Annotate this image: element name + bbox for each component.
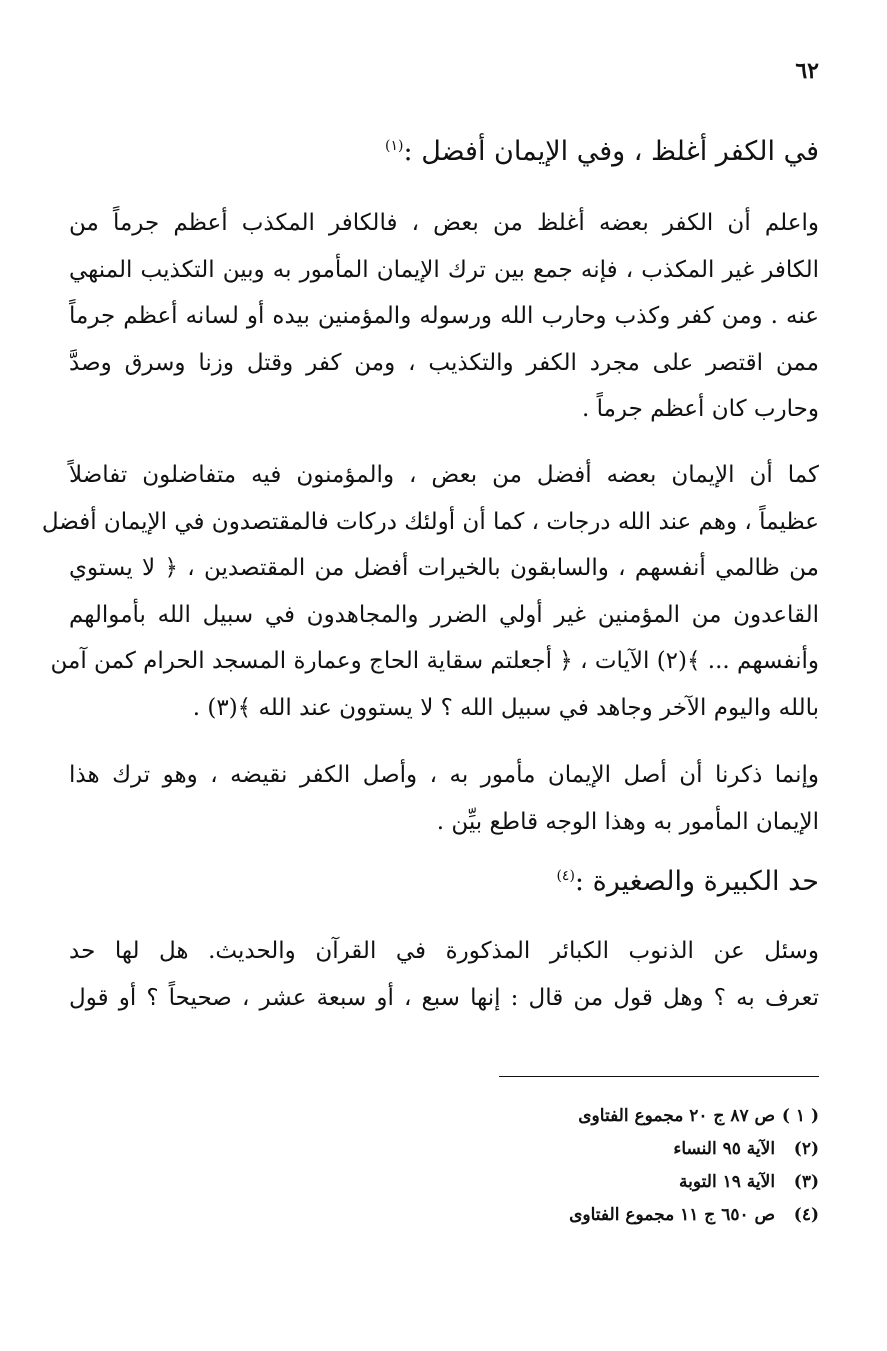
text-line: الإيمان المأمور به وهذا الوجه قاطع بيِّن .	[436, 808, 819, 835]
heading-text: في الكفر أغلظ ، وفي الإيمان أفضل :	[403, 136, 819, 167]
text-line: كما أن الإيمان بعضه أفضل من بعض ، والمؤمنون فيه متفاضلون تفاضلاً	[69, 462, 819, 488]
footnote-item	[369, 1166, 819, 1199]
footnotes	[369, 1100, 819, 1232]
page-number: ٦٢	[795, 58, 819, 84]
paragraph-1	[69, 200, 819, 433]
text-line: وإنما ذكرنا أن أصل الإيمان مأمور به ، وأصل الكفر نقيضه ، وهو ترك هذا	[69, 762, 819, 788]
text-line: وأنفسهم ... ﴾(٢) الآيات ، ﴿ أجعلتم سقاية الحاج وعمارة المسجد الحرام كمن آمن	[50, 648, 819, 674]
text-line: وسئل عن الذنوب الكبائر المذكورة في القرآن والحديث. هل لها حد	[69, 938, 819, 964]
text-line: من ظالمي أنفسهم ، والسابقون بالخيرات أفضل من المقتصدين ، ﴿ لا يستوي	[69, 555, 819, 581]
text-line: وحارب كان أعظم جرماً .	[581, 396, 819, 422]
footnote-item	[369, 1199, 819, 1232]
footnote-text: ص ٨٧ ج ٢٠ مجموع الفتاوى	[578, 1106, 776, 1126]
text-line: واعلم أن الكفر بعضه أغلظ من بعض ، فالكافر المكذب أعظم جرماً من	[69, 210, 819, 236]
paragraph-4	[69, 928, 819, 1021]
text-line: عنه . ومن كفر وكذب وحارب الله ورسوله والمؤمنين بيده أو لسانه أعظم جرماً	[69, 303, 819, 329]
footnote-number: (٣)	[793, 1172, 819, 1192]
text-line: القاعدون من المؤمنين غير أولي الضرر والمجاهدون في سبيل الله بأموالهم	[69, 601, 819, 628]
footnote-divider	[499, 1076, 819, 1077]
paragraph-2	[41, 452, 819, 731]
footnote-ref: (٤)	[556, 868, 575, 884]
heading-text: حد الكبيرة والصغيرة :	[574, 866, 819, 897]
section-heading-1	[69, 132, 819, 172]
text-line: عظيماً ، وهم عند الله درجات ، كما أن أولئك دركات فالمقتصدون في الإيمان أفضل	[41, 508, 819, 535]
text-line: تعرف به ؟ وهل قول من قال : إنها سبع ، أو سبعة عشر ، صحيحاً ؟ أو قول	[69, 984, 819, 1011]
footnote-number: ( ١ )	[781, 1106, 819, 1126]
text-line: بالله واليوم الآخر وجاهد في سبيل الله ؟ لا يستوون عند الله ﴾(٣) .	[192, 694, 819, 721]
section-heading-2	[69, 862, 819, 902]
footnote-text: ص ٦٥٠ ج ١١ مجموع الفتاوى	[569, 1205, 776, 1225]
footnote-number: (٢)	[793, 1139, 819, 1159]
footnote-number: (٤)	[793, 1205, 819, 1225]
footnote-ref: (١)	[385, 138, 404, 154]
text-line: ممن اقتصر على مجرد الكفر والتكذيب ، ومن كفر وقتل وزنا وسرق وصدَّ	[69, 349, 819, 376]
footnote-text: الآية ٩٥ النساء	[673, 1139, 776, 1159]
footnote-text: الآية ١٩ التوبة	[679, 1172, 776, 1192]
footnote-item	[369, 1133, 819, 1166]
paragraph-3	[69, 752, 819, 845]
text-line: الكافر غير المكذب ، فإنه جمع بين ترك الإيمان المأمور به وبين التكذيب المنهي	[69, 256, 819, 283]
footnote-item	[369, 1100, 819, 1133]
